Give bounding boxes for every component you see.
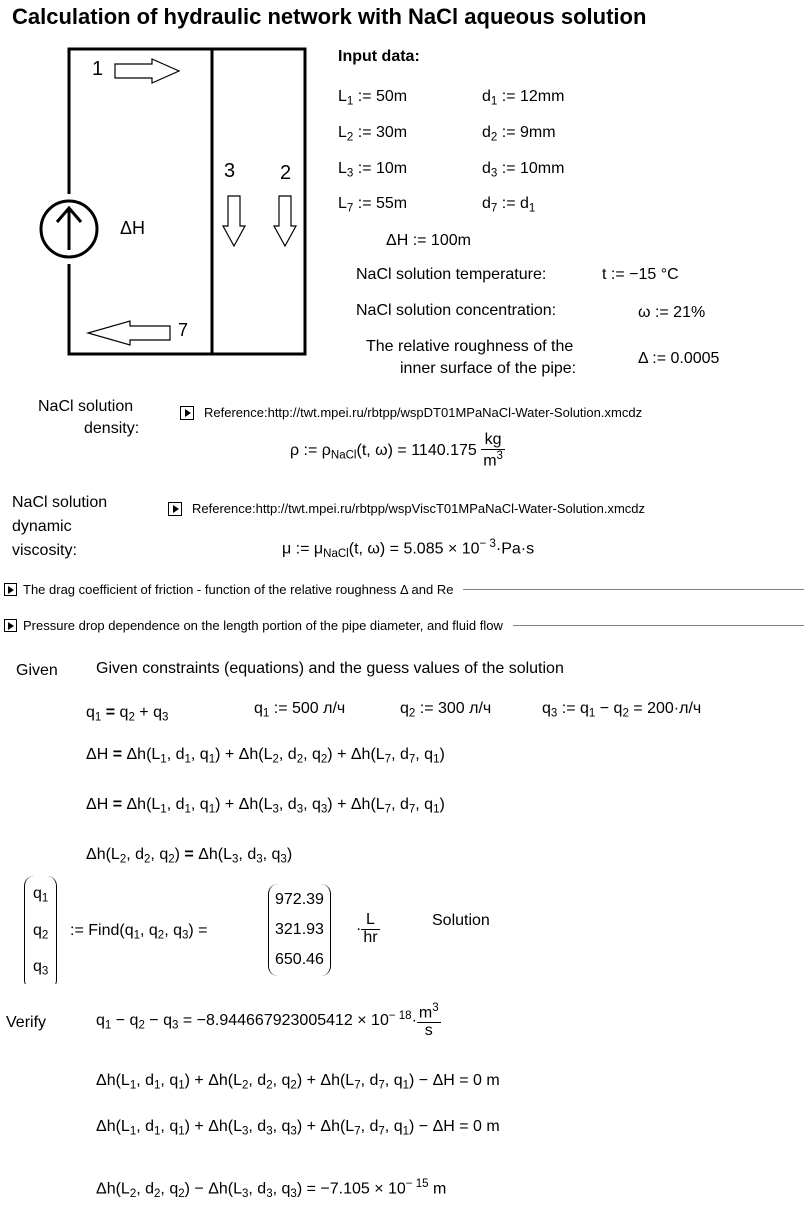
diagram-label-3: 3 [224, 160, 236, 182]
viscosity-label-line1: NaCl solution [12, 494, 108, 511]
input-d3: $d_3$ := 10mm [482, 160, 565, 180]
verify-branch-equality: $\Delta h(L_2$, $d_2$, $q_2) - \Delta h(L_3$, $d_3$, $q_3) = -7.105 \times 10^{- 15}$ m [96, 1178, 447, 1200]
input-heading: Input data: [338, 48, 420, 65]
temperature-value: t := −15 °C [602, 266, 679, 283]
reference-expand-icon[interactable] [180, 406, 194, 420]
input-d7: $d_7$ := $d_1$ [482, 195, 536, 215]
flow-arrow-1-icon [115, 59, 179, 83]
page-title: Calculation of hydraulic network with NaCl aqueous solution [12, 4, 647, 29]
diagram-label-2: 2 [280, 162, 292, 184]
viscosity-label-line2: dynamic [12, 518, 72, 535]
verify-loop-2: $\Delta h(L_1$, $d_1$, $q_1) + \Delta h(L_3$, $d_3$, $q_3) + \Delta h(L_7$, $d_7$, $q_1) - \Delta H = 0$ m [96, 1118, 500, 1138]
density-reference[interactable]: Reference:http://twt.mpei.ru/rbtpp/wspDT01MPaNaCl-Water-Solution.xmcdz [180, 404, 642, 420]
equation-loop-1: $\Delta H = \Delta h(L_1$, $d_1$, $q_1) + \Delta h(L_2$, $d_2$, $q_2) + \Delta h(L_7$, $d_7$, $q_1$) [86, 746, 445, 766]
input-L1: $L_1$ := 50m [338, 88, 408, 108]
verify-keyword: Verify [6, 1014, 47, 1031]
given-description: Given constraints (equations) and the guess values of the solution [96, 660, 564, 677]
solution-label: Solution [432, 912, 490, 929]
input-L2: $L_2$ := 30m [338, 124, 408, 144]
roughness-label-line2: inner surface of the pipe: [400, 360, 577, 377]
diagram-label-1: 1 [92, 58, 104, 80]
solution-q3: 650.46 [275, 951, 324, 968]
viscosity-reference[interactable]: Reference:http://twt.mpei.ru/rbtpp/wspViscT01MPaNaCl-Water-Solution.xmcdz [168, 500, 645, 516]
verify-flow-balance: $q_1 - q_2 - q_3 = -8.944667923005412 \times 10^{- 18}\cdot$ $\frac{m^3}{s}$ [96, 1002, 439, 1040]
expand-icon[interactable] [4, 619, 17, 632]
concentration-label: NaCl solution concentration: [356, 302, 557, 319]
verify-loop-1: $\Delta h(L_1$, $d_1$, $q_1) + \Delta h(L_2$, $d_2$, $q_2) + \Delta h(L_7$, $d_7$, $q_1) - \Delta H = 0$ m [96, 1072, 500, 1092]
equation-branch-equality: $\Delta h(L_2$, $d_2$, $q_2) = \Delta h(L_3$, $d_3$, $q_3$) [86, 846, 293, 866]
roughness-value: Δ := 0.0005 [638, 350, 720, 367]
equation-flow-balance: $q_1 = q_2 + q_3$ [86, 704, 169, 724]
pipe-loop-outer [69, 49, 305, 354]
flow-arrow-2-icon [274, 196, 296, 246]
solution-unit: · $\frac{L}{hr}$ [356, 911, 378, 946]
input-d1: $d_1$ := 12mm [482, 88, 565, 108]
diagram-label-dh: ΔH [120, 218, 146, 238]
solution-block [24, 876, 57, 984]
density-label-line2: density: [84, 420, 140, 437]
expand-icon[interactable] [4, 583, 17, 596]
given-keyword: Given [16, 662, 58, 679]
flow-arrow-7-icon [88, 321, 170, 345]
input-delta-h: ΔH := 100m [386, 232, 471, 249]
hydraulic-network-diagram [22, 44, 322, 360]
input-L7: $L_7$ := 55m [338, 195, 408, 215]
solution-q2: 321.93 [275, 921, 324, 938]
concentration-value: ω := 21% [638, 304, 706, 321]
viscosity-label-line3: viscosity: [12, 542, 77, 559]
flow-arrow-3-icon [223, 196, 245, 246]
solution-vector [268, 884, 331, 976]
find-call: := $Find(q_1$, $q_2$, $q_3$) = [70, 922, 208, 942]
temperature-label: NaCl solution temperature: [356, 266, 547, 283]
guess-q1: $q_1$ := 500 л/ч [254, 700, 346, 720]
equation-loop-2: $\Delta H = \Delta h(L_1$, $d_1$, $q_1) + \Delta h(L_3$, $d_3$, $q_3) + \Delta h(L_7$, $d_7$, $q_1$) [86, 796, 445, 816]
section-pressure-collapsed[interactable]: Pressure drop dependence on the length portion of the pipe diameter, and fluid flow [4, 618, 804, 633]
density-formula: ρ := $\rho_{NaCl}(t$, ω) = 1140.175 $\frac{kg}{m^3}$ [290, 431, 503, 470]
roughness-label-line1: The relative roughness of the [366, 338, 574, 355]
density-label-line1: NaCl solution [38, 398, 134, 415]
viscosity-formula: μ := $\mu_{NaCl}(t$, $\omega) = 5.085 \times 10^{- 3}\cdot Pa\cdot s$ [282, 538, 535, 560]
solution-q1: 972.39 [275, 891, 324, 908]
guess-q2: $q_2$ := 300 л/ч [400, 700, 492, 720]
input-d2: $d_2$ := 9mm [482, 124, 556, 144]
reference-expand-icon[interactable] [168, 502, 182, 516]
guess-q3: $q_3$ := $q_1 - q_2 = 200\cdot л/ч$ [542, 700, 702, 720]
section-friction-collapsed[interactable]: The drag coefficient of friction - function of the relative roughness Δ and Re [4, 582, 804, 597]
diagram-label-7: 7 [178, 320, 189, 340]
input-L3: $L_3$ := 10m [338, 160, 408, 180]
unknowns-vector: $q_1$ $q_2$ $q_3$ [24, 876, 57, 984]
